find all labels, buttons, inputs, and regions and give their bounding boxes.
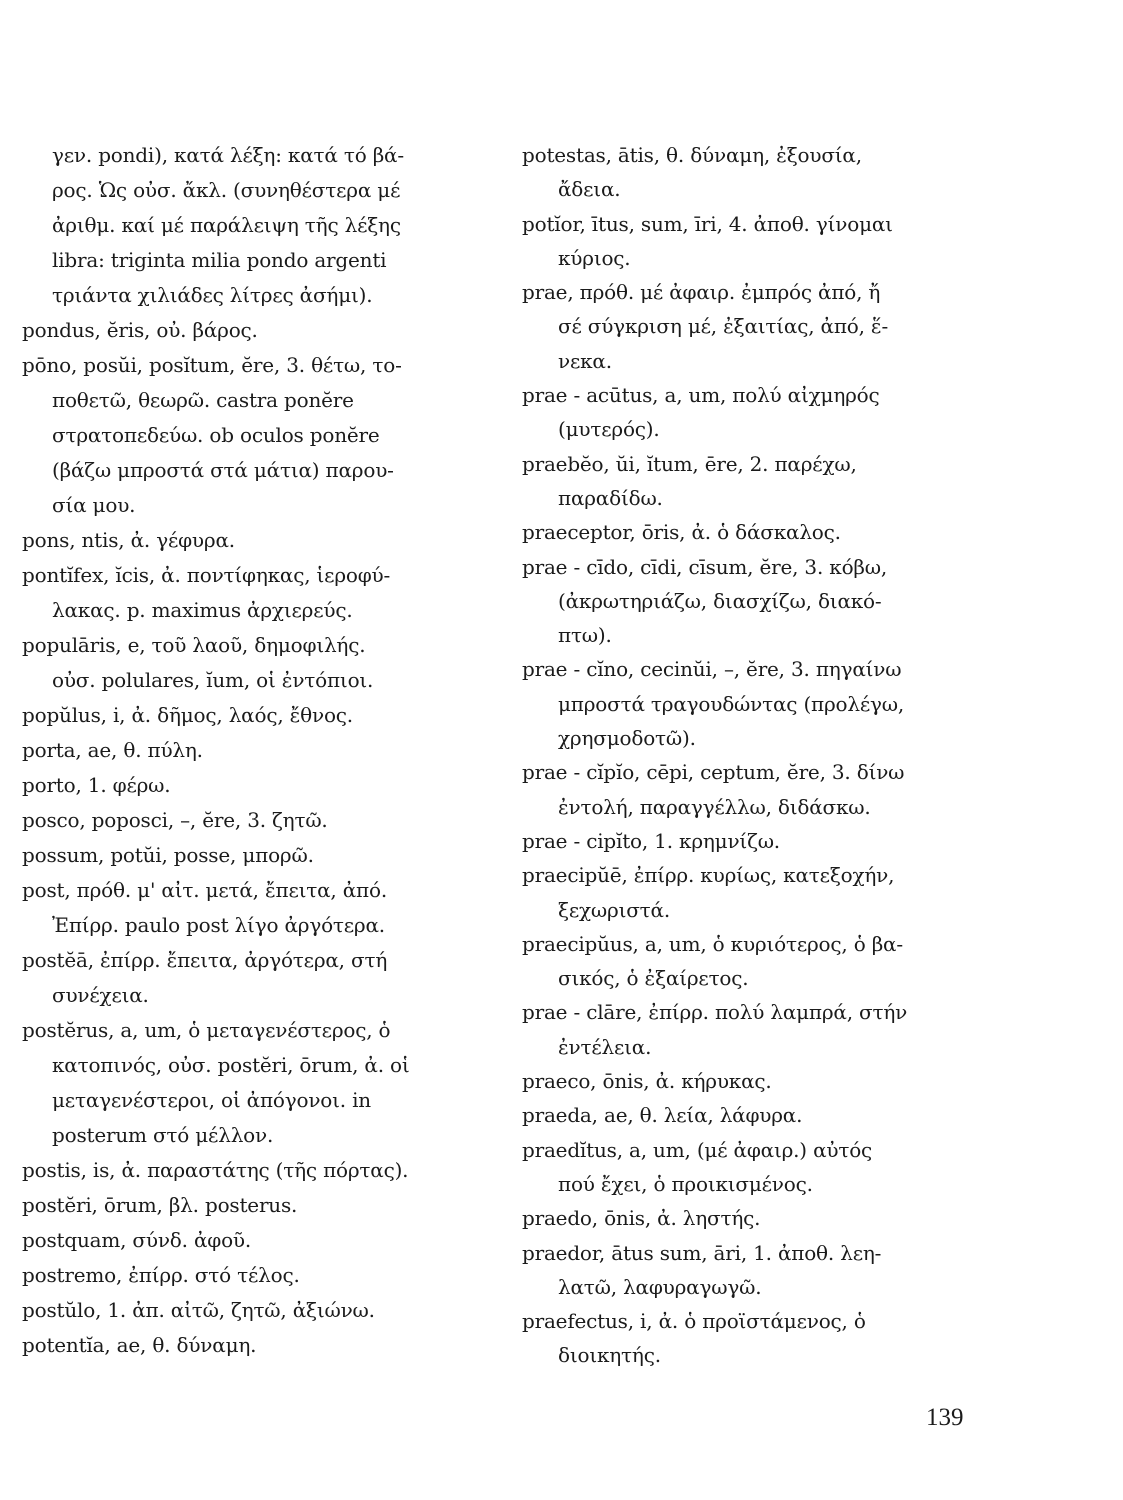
headword-line: praebĕo, ŭi, ĭtum, ēre, 2. παρέχω, <box>522 451 857 476</box>
dictionary-entry <box>522 652 1082 755</box>
dictionary-entry <box>22 803 502 838</box>
carryover-line: γεν. pondi), κατά λέξη: κατά τό βά- <box>52 143 404 167</box>
dictionary-entry <box>22 1013 502 1153</box>
continuation-line: κατοπινός, οὐσ. postĕri, ōrum, ἀ. οἱ <box>52 1053 410 1077</box>
headword-line: prae - clāre, ἐπίρρ. πολύ λαμπρά, στήν <box>522 1000 908 1025</box>
dictionary-entry <box>22 558 502 628</box>
headword-line: postremo, ἐπίρρ. στό τέλος. <box>22 1263 300 1287</box>
dictionary-entry <box>522 275 1082 378</box>
headword-line: potestas, ātis, θ. δύναμη, ἐξουσία, <box>522 143 862 167</box>
continuation-line: πού ἔχει, ὁ προικισμένος. <box>558 1171 813 1196</box>
headword-line: postĕrus, a, um, ὁ μεταγενέστερος, ὁ <box>22 1018 391 1042</box>
page-number: 139 <box>926 1404 964 1431</box>
dictionary-entry <box>522 550 1082 653</box>
headword-line: pōno, posŭi, posĭtum, ĕre, 3. θέτω, το- <box>22 353 402 377</box>
dictionary-entry <box>22 523 502 558</box>
headword-line: praedĭtus, a, um, (μέ ἀφαιρ.) αὐτός <box>522 1137 873 1162</box>
continuation-line: σικός, ὁ ἐξαίρετος. <box>558 966 749 991</box>
dictionary-entry <box>22 838 502 873</box>
dictionary-entry <box>522 755 1082 824</box>
continuation-line: Ἐπίρρ. paulo post λίγο ἀργότερα. <box>52 913 385 937</box>
dictionary-entry <box>522 1098 1082 1132</box>
continuation-line: μεταγενέστεροι, οἱ ἀπόγονοι. in <box>52 1088 371 1112</box>
headword-line: praeda, ae, θ. λεία, λάφυρα. <box>522 1103 803 1128</box>
headword-line: porta, ae, θ. πύλη. <box>22 738 203 762</box>
carryover-line: τριάντα χιλιάδες λίτρες ἀσήμι). <box>52 283 373 307</box>
continuation-line: ξεχωριστά. <box>558 897 670 922</box>
headword-line: prae - cĭno, cecinŭi, –, ĕre, 3. πηγαίνω <box>522 657 902 682</box>
headword-line: populāris, e, τοῦ λαοῦ, δημοφιλής. <box>22 633 366 657</box>
headword-line: postĕri, ōrum, βλ. posterus. <box>22 1193 298 1217</box>
dictionary-entry <box>522 927 1082 996</box>
carryover-line: ρος. Ὡς οὐσ. ἄκλ. (συνηθέστερα μέ <box>52 178 401 202</box>
dictionary-entry <box>522 378 1082 447</box>
headword-line: praeceptor, ōris, ἀ. ὁ δάσκαλος. <box>522 520 841 545</box>
dictionary-entry <box>522 1304 1082 1373</box>
headword-line: possum, potŭi, posse, μπορῶ. <box>22 843 314 867</box>
headword-line: prae - cīdo, cīdi, cīsum, ĕre, 3. κόβω, <box>522 554 888 579</box>
headword-line: potĭor, ītus, sum, īri, 4. ἀποθ. γίνομαι <box>522 211 893 236</box>
continuation-line: οὐσ. polulares, ĭum, οἱ ἐντόπιοι. <box>52 668 374 692</box>
headword-line: popŭlus, i, ἀ. δῆμος, λαός, ἔθνος. <box>22 703 353 727</box>
dictionary-entry <box>22 1153 502 1188</box>
continuation-line: κύριος. <box>558 245 631 270</box>
headword-line: prae - cĭpĭo, cēpi, ceptum, ĕre, 3. δίνω <box>522 760 905 785</box>
headword-line: praecipŭus, a, um, ὁ κυριότερος, ὁ βα- <box>522 931 903 956</box>
dictionary-entry <box>22 313 502 348</box>
headword-line: potentĭa, ae, θ. δύναμη. <box>22 1333 257 1357</box>
dictionary-entry <box>522 1064 1082 1098</box>
headword-line: pondus, ĕris, οὐ. βάρος. <box>22 318 258 342</box>
headword-line: pontĭfex, ĭcis, ἀ. ποντίφηκας, ἱεροφύ- <box>22 563 391 587</box>
dictionary-entry <box>22 943 502 1013</box>
dictionary-entry <box>22 768 502 803</box>
continuation-line: παραδίδω. <box>558 485 663 510</box>
dictionary-entry <box>22 1258 502 1293</box>
headword-line: postis, is, ἀ. παραστάτης (τῆς πόρτας). <box>22 1158 409 1182</box>
dictionary-entry <box>522 995 1082 1064</box>
dictionary-entry <box>522 1201 1082 1235</box>
headword-line: postquam, σύνδ. ἀφοῦ. <box>22 1228 252 1252</box>
dictionary-entry <box>22 733 502 768</box>
headword-line: postĕā, ἐπίρρ. ἔπειτα, ἀργότερα, στή <box>22 948 388 972</box>
continuation-line: χρησμοδοτῶ). <box>558 726 696 751</box>
headword-line: pons, ntis, ἀ. γέφυρα. <box>22 528 235 552</box>
continuation-line: νεκα. <box>558 348 612 373</box>
dictionary-entry <box>22 1328 502 1363</box>
headword-line: praefectus, i, ἀ. ὁ προϊστάμενος, ὁ <box>522 1309 866 1334</box>
dictionary-entry <box>22 628 502 698</box>
continuation-line: λατῶ, λαφυραγωγῶ. <box>558 1274 762 1299</box>
continuation-line: συνέχεια. <box>52 983 149 1007</box>
headword-line: prae - acūtus, a, um, πολύ αἰχμηρός <box>522 383 880 408</box>
dictionary-entry <box>22 698 502 733</box>
headword-line: praedo, ōnis, ἀ. ληστής. <box>522 1206 761 1231</box>
dictionary-entry <box>522 138 1082 207</box>
continuation-line: (ἀκρωτηριάζω, διασχίζω, διακό- <box>558 588 882 613</box>
continuation-line: (μυτερός). <box>558 417 660 442</box>
headword-line: post, πρόθ. μ' αἰτ. μετά, ἔπειτα, ἀπό. <box>22 878 387 902</box>
continuation-line: (βάζω μπροστά στά μάτια) παρου- <box>52 458 394 482</box>
dictionary-entry <box>522 447 1082 516</box>
carryover-line: libra: triginta milia pondo argenti <box>52 248 387 272</box>
dictionary-entry <box>22 873 502 943</box>
headword-line: prae - cipĭto, 1. κρημνίζω. <box>522 828 780 853</box>
headword-line: postŭlo, 1. ἀπ. αἰτῶ, ζητῶ, ἀξιώνω. <box>22 1298 375 1322</box>
dictionary-entry <box>522 207 1082 276</box>
continuation-line: στρατοπεδεύω. ob oculos ponĕre <box>52 423 380 447</box>
continuation-line: posterum στό μέλλον. <box>52 1123 274 1147</box>
continuation-line: πτω). <box>558 623 612 648</box>
continuation-line: μπροστά τραγουδώντας (προλέγω, <box>558 691 905 716</box>
dictionary-entry <box>522 1133 1082 1202</box>
headword-line: porto, 1. φέρω. <box>22 773 171 797</box>
headword-line: praedor, ātus sum, āri, 1. ἀποθ. λεη- <box>522 1240 882 1265</box>
dictionary-entry <box>522 858 1082 927</box>
continuation-line: λακας. p. maximus ἀρχιερεύς. <box>52 598 353 622</box>
dictionary-entry <box>22 348 502 523</box>
continuation-line: ἄδεια. <box>558 177 621 202</box>
dictionary-entry <box>22 1223 502 1258</box>
headword-line: prae, πρόθ. μέ ἀφαιρ. ἐμπρός ἀπό, ἤ <box>522 280 881 305</box>
carryover-entry <box>22 138 502 313</box>
continuation-line: σέ σύγκριση μέ, ἐξαιτίας, ἀπό, ἕ- <box>558 314 889 339</box>
continuation-line: ποθετῶ, θεωρῶ. castra ponĕre <box>52 388 354 412</box>
dictionary-entry <box>22 1188 502 1223</box>
continuation-line: σία μου. <box>52 493 136 517</box>
dictionary-entry <box>522 824 1082 858</box>
carryover-line: ἀριθμ. καί μέ παράλειψη τῆς λέξης <box>52 213 401 237</box>
headword-line: praecipŭē, ἐπίρρ. κυρίως, κατεξοχήν, <box>522 863 895 888</box>
right-column <box>522 138 1082 1373</box>
continuation-line: ἐντολή, παραγγέλλω, διδάσκω. <box>558 794 871 819</box>
headword-line: praeco, ōnis, ἀ. κήρυκας. <box>522 1069 772 1094</box>
continuation-line: διοικητής. <box>558 1343 661 1368</box>
dictionary-entry <box>522 1236 1082 1305</box>
dictionary-entry <box>522 515 1082 549</box>
left-column <box>22 138 502 1363</box>
continuation-line: ἐντέλεια. <box>558 1034 652 1059</box>
dictionary-entry <box>22 1293 502 1328</box>
headword-line: posco, poposci, –, ĕre, 3. ζητῶ. <box>22 808 328 832</box>
